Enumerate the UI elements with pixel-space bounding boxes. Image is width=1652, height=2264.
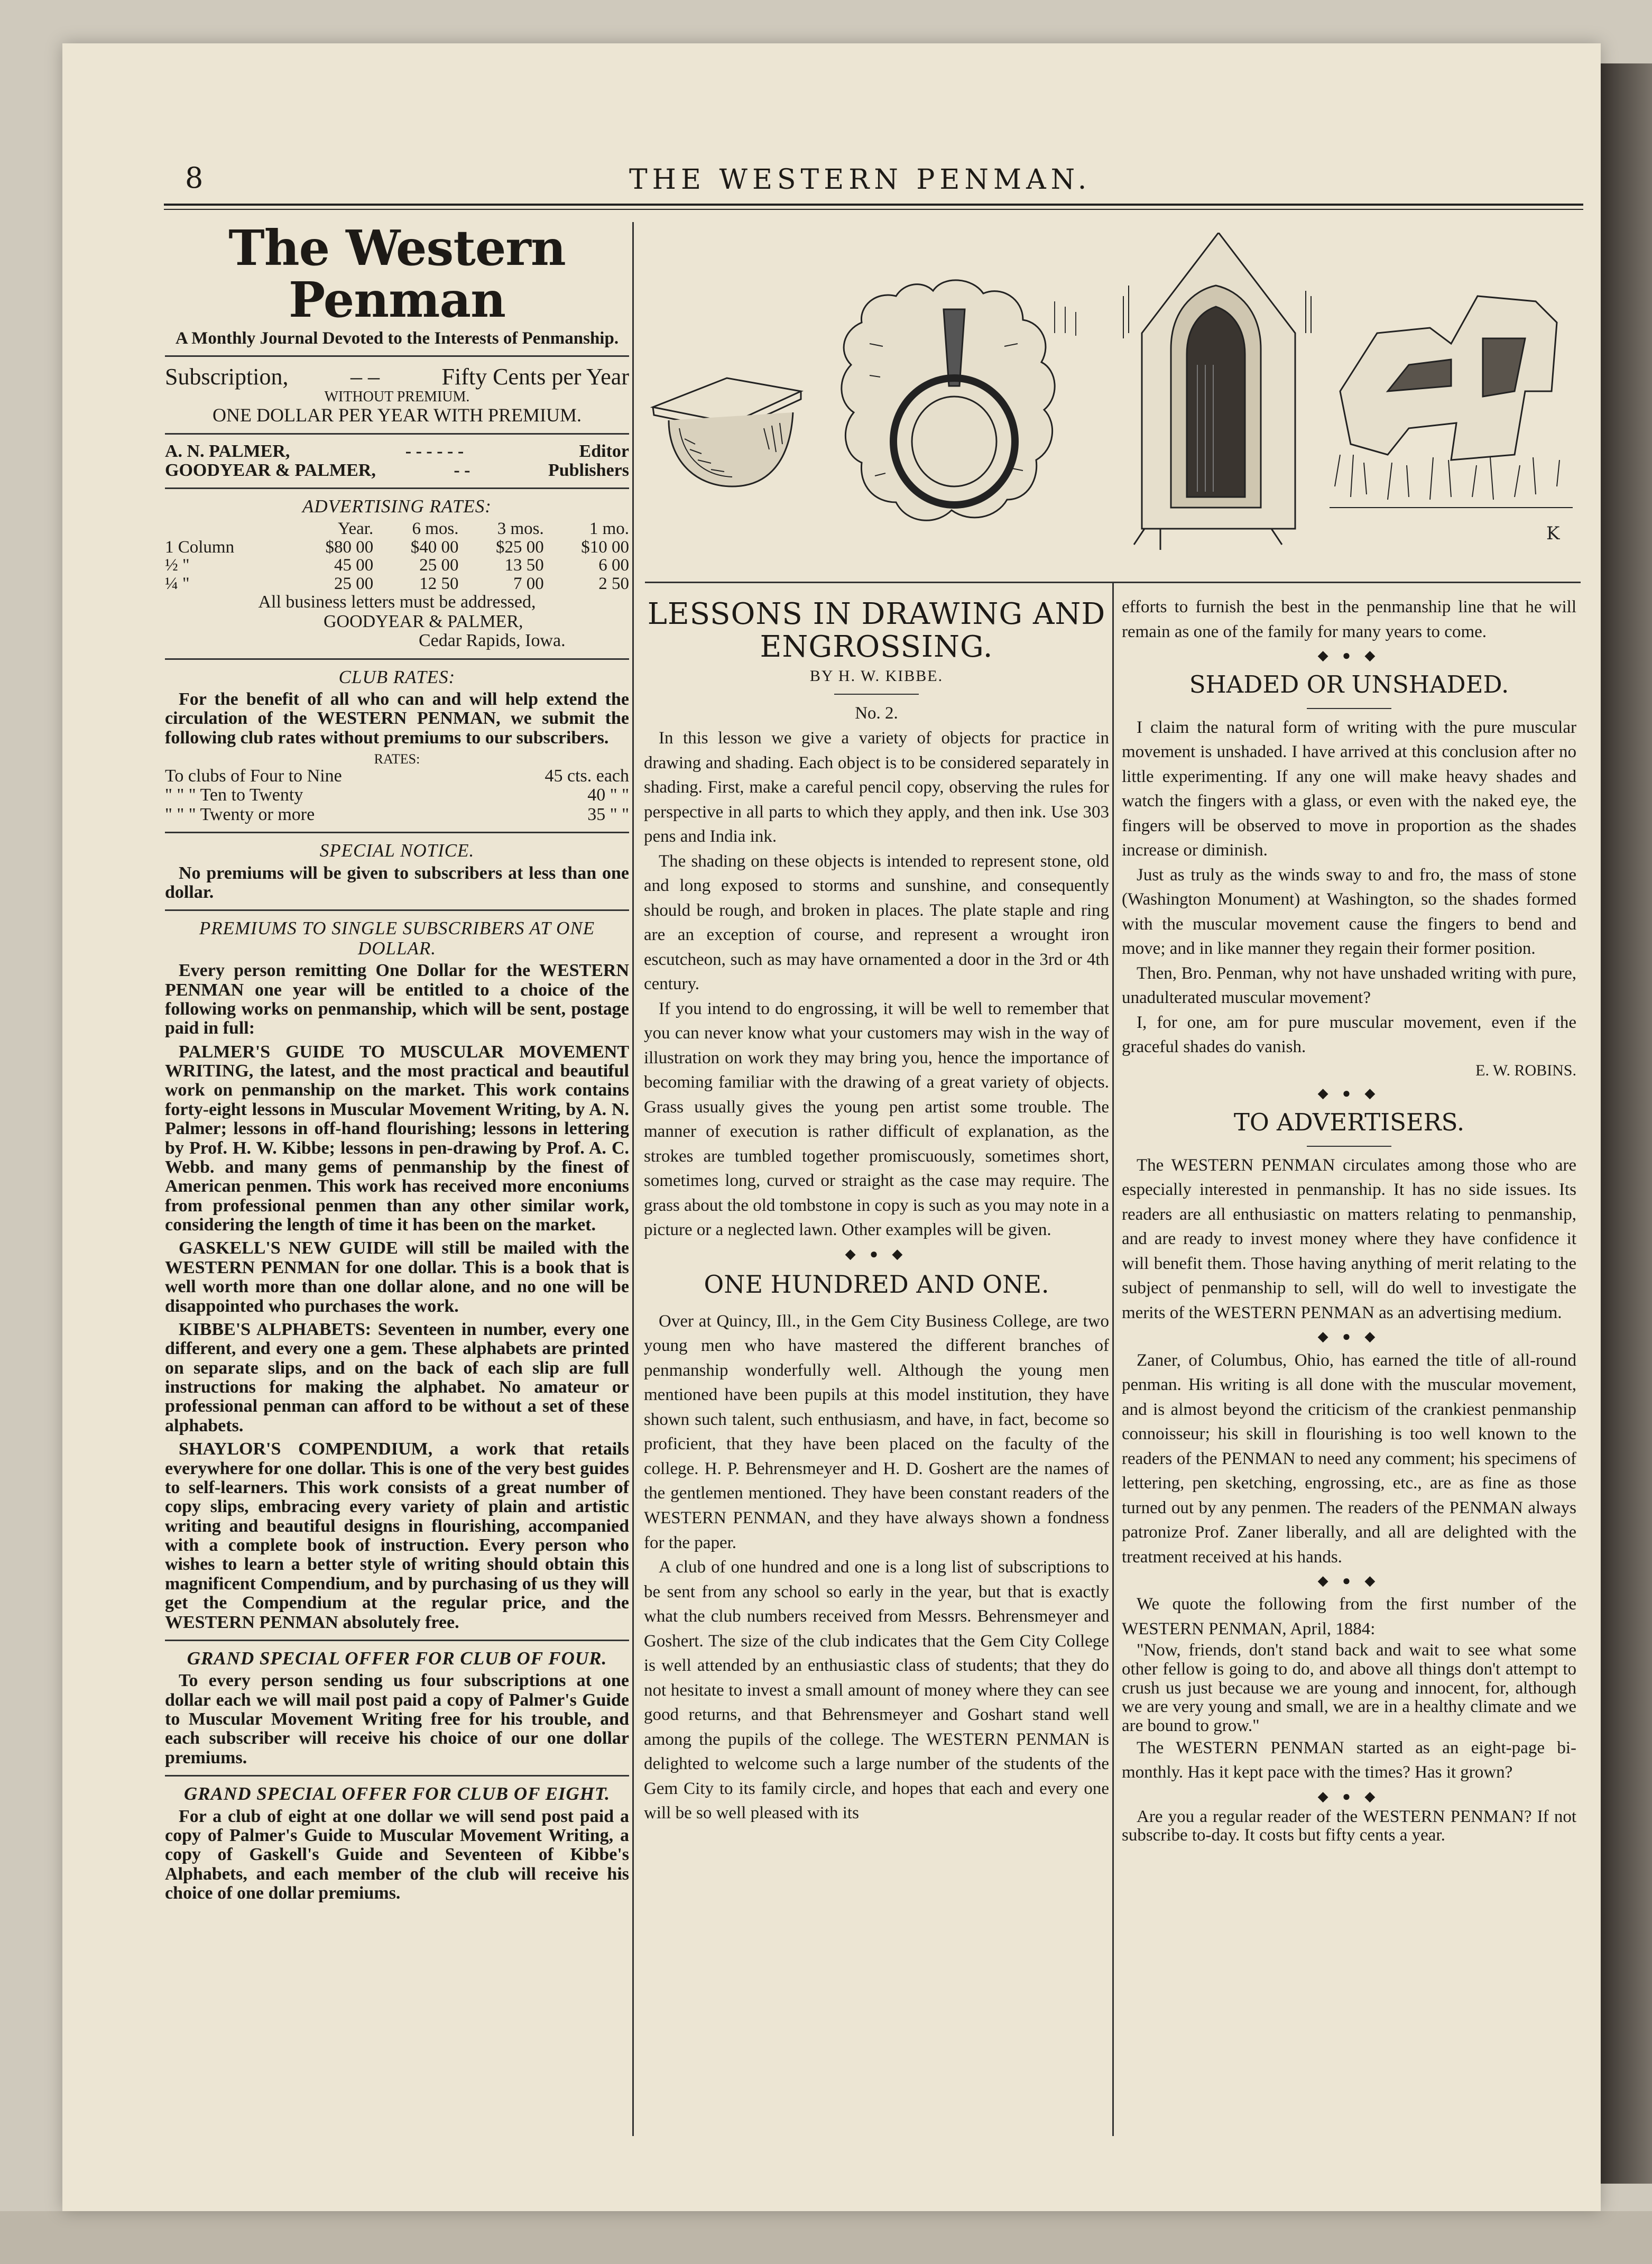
stone-cross-drawing — [1330, 296, 1573, 508]
with-premium: ONE DOLLAR PER YEAR WITH PREMIUM. — [213, 404, 582, 426]
lessons-column — [644, 595, 1109, 1826]
ornament-divider: ◆ ● ◆ — [1317, 648, 1381, 664]
offer-four-heading: GRAND SPECIAL OFFER FOR CLUB OF FOUR. — [187, 1648, 607, 1669]
table-cell: 12 50 — [419, 574, 459, 593]
ornament-divider: ◆ ● ◆ — [1317, 1329, 1381, 1345]
lessons-number: No. 2. — [855, 704, 898, 723]
divider — [165, 909, 629, 911]
art-bottom-rule — [645, 582, 1581, 583]
publisher-name: GOODYEAR & PALMER, — [165, 461, 376, 481]
header-rule-thin — [164, 209, 1583, 210]
club-rate-row — [165, 805, 629, 824]
column-rule-left — [632, 222, 634, 2136]
table-cell: 7 00 — [513, 574, 544, 593]
table-header-cell: Year. — [337, 519, 374, 538]
divider — [165, 1775, 629, 1777]
rates-label: RATES: — [374, 751, 420, 767]
divider — [165, 487, 629, 489]
divider — [165, 658, 629, 660]
divider — [834, 694, 919, 695]
club-rate-value: 35 " " — [587, 804, 629, 824]
subscription-dash: – – — [350, 364, 380, 390]
club-text: For the benefit of all who can and will help extend the circulation of the WESTERN PENMAN, we submit the following club rates without premiums to our subscribers. — [165, 689, 629, 748]
advertising-heading: ADVERTISING RATES: — [302, 496, 492, 517]
editor-role: Editor — [579, 441, 629, 461]
quote-text: "Now, friends, don't stand back and wait to see what some other fellow is going to do, and above all things don't attempt to crush us just because we are young and innocent, for, although we are very young and small, we are in a healthy climate and we are bound to grow." — [1122, 1641, 1576, 1735]
ornament-divider: ◆ ● ◆ — [1317, 1085, 1381, 1101]
quote-intro: We quote the following from the first number of the WESTERN PENMAN, April, 1884: — [1122, 1595, 1576, 1639]
masthead-title: The Western Penman — [228, 219, 566, 329]
advertisers-title: TO ADVERTISERS. — [1233, 1108, 1465, 1137]
divider — [165, 1640, 629, 1641]
binding-strip — [0, 2211, 1652, 2264]
table-row — [165, 538, 629, 557]
premiums-paragraph: Every person remitting One Dollar for the WESTERN PENMAN one year will be entitled to a choice of the following works on penmanship, which will be sent, postage paid in full: — [165, 961, 629, 1038]
table-cell: ½ " — [165, 556, 190, 575]
table-row — [165, 575, 629, 593]
table-cell: 25 00 — [334, 574, 374, 593]
table-header-cell: 1 mo. — [589, 519, 629, 538]
club-rate-label: To clubs of Four to Nine — [165, 766, 342, 786]
shaded-paragraph: Just as truly as the winds sway to and fro, the mass of stone (Washington Monument) at Washington, so the shades formed with the muscular movement cause the fingers to bend and move; and in like manner they regain their former position. — [1122, 865, 1576, 959]
address-city: Cedar Rapids, Iowa. — [419, 631, 566, 651]
hundred-title: ONE HUNDRED AND ONE. — [704, 1270, 1049, 1299]
advertising-table — [165, 520, 629, 593]
door-ring-escutcheon-drawing — [842, 280, 1055, 520]
table-cell: $10 00 — [581, 537, 629, 557]
lessons-paragraph: If you intend to do engrossing, it will be well to remember that you can never know what your customers may wish in the way of illustration on work they may bring you, hence the importance of becoming familiar with the drawing of a great variety of objects. Grass usually gives the young pen artist some trouble. The manner of execution is rather difficult of explanation, as the strokes are tumbled together promiscuously, sometimes short, sometimes long, curved or straight as the case may require. The grass about the old tombstone in copy is such as you may note in a picture or a neglected lawn. Other examples will be given. — [644, 999, 1109, 1240]
table-cell: $80 00 — [325, 537, 374, 557]
table-cell: 6 00 — [598, 556, 629, 575]
header-rule — [164, 204, 1583, 206]
special-notice-heading: SPECIAL NOTICE. — [319, 840, 475, 861]
drawing-illustrations-left — [648, 238, 1113, 582]
zaner-paragraph: Zaner, of Columbus, Ohio, has earned the title of all-round penman. His writing is all done with the muscular movement, and is almost beyond the criticism of the crankiest penmanship connoisseur; his skill in flourishing is too well known to the readers of the PENMAN to need any comment; his specimens of lettering, pen sketching, engrossing, etc., are as fine as those turned out by any penmen. The readers of the PENMAN always patronize Prof. Zaner liberally, and all are delighted with the treatment received at his hands. — [1122, 1350, 1576, 1567]
advertisers-paragraph: The WESTERN PENMAN circulates among those who are especially interested in penmanship. It has no side issues. Its readers are all enthusiastic on matters relating to penmanship, and are ready to invest money where they have confidence it will benefit them. Those having anything of merit relating to the subject of penmanship to sell, will do well to investigate the merits of the WESTERN PENMAN as an advertising medium. — [1122, 1155, 1576, 1322]
premiums-paragraph: SHAYLOR'S COMPENDIUM, a work that retails everywhere for one dollar. This is one of the very best guides to self-learners. This work consists of a great number of copy slips, embracing every variety of plain and artistic writing and beautiful designs in flourishing, accompanied with a complete book of instruction. Every person who wishes to learn a better style of writing should obtain this magnificent Compendium, and by purchasing of us they will get the Compendium at the regular price, and the WESTERN PENMAN absolutely free. — [165, 1439, 629, 1632]
lessons-byline: BY H. W. KIBBE. — [809, 667, 944, 685]
column-rule-right — [1112, 582, 1114, 2136]
club-rate-label: " " " Ten to Twenty — [165, 785, 303, 805]
special-notice-text: No premiums will be given to subscribers at less than one dollar. — [165, 863, 629, 902]
without-premium: WITHOUT PREMIUM. — [324, 389, 470, 406]
address-note: All business letters must be addressed, — [258, 592, 536, 612]
shaded-paragraph: Then, Bro. Penman, why not have unshaded writing with pure, unadulterated muscular movement? — [1122, 963, 1576, 1008]
premiums-paragraph: GASKELL'S NEW GUIDE will still be mailed with the WESTERN PENMAN for one dollar. This is a book that is well worth more than one dollar alone, and no one will be disappointed who purchases the work. — [165, 1238, 629, 1316]
premiums-paragraph: KIBBE'S ALPHABETS: Seventeen in number, every one different, and every one a gem. These alphabets are printed on separate slips, and on the back of each slip are full instructions for making the alphabet. No amateur or professional penman can afford to be without a set of these alphabets. — [165, 1319, 629, 1435]
premiums-paragraph: PALMER'S GUIDE TO MUSCULAR MOVEMENT WRITING, the latest, and the most practical and beautiful work on penmanship on the market. This work contains forty-eight lessons in Muscular Movement Writing, by A. N. Palmer; lessons in off-hand flourishing; lessons in lettering by Prof. H. W. Kibbe; lessons in pen-drawing by Prof. A. C. Webb. and many gems of penmanship by the finest of American penmen. This work has received more enconiums from professional penmen than any other similar work, considering the length of time it has been on the market. — [165, 1042, 629, 1235]
divider — [1307, 1146, 1391, 1147]
masthead-column — [165, 219, 629, 1908]
club-rate-row — [165, 786, 629, 805]
editor-name: A. N. PALMER, — [165, 441, 290, 461]
book-spine — [1601, 63, 1652, 2184]
continued-paragraph: efforts to furnish the best in the penmanship line that he will remain as one of the family for many years to come. — [1122, 597, 1576, 641]
table-cell: 25 00 — [419, 556, 459, 575]
divider — [165, 832, 629, 833]
gothic-niche-drawing — [1123, 233, 1311, 550]
editorial-column — [1122, 595, 1576, 1845]
shaded-title: SHADED OR UNSHADED. — [1189, 670, 1509, 699]
club-rate-value: 40 " " — [587, 785, 629, 805]
table-cell: 45 00 — [334, 556, 374, 575]
author-signature: E. W. ROBINS. — [1475, 1061, 1576, 1079]
hatching-marks — [1055, 301, 1076, 336]
page-number: 8 — [185, 161, 204, 195]
table-cell: $40 00 — [410, 537, 459, 557]
premiums-heading: PREMIUMS TO SINGLE SUBSCRIBERS AT ONE DOLLAR. — [199, 918, 595, 959]
editor-leader: - - - - - - — [405, 441, 464, 461]
table-header-cell: 3 mos. — [497, 519, 544, 538]
publisher-role: Publishers — [548, 461, 629, 481]
shaded-paragraph: I, for one, am for pure muscular movement, even if the graceful shades do vanish. — [1122, 1013, 1576, 1057]
table-header-cell — [165, 520, 288, 538]
address-name: GOODYEAR & PALMER, — [324, 611, 523, 631]
club-rate-row — [165, 767, 629, 786]
divider — [1307, 708, 1391, 709]
table-header-row — [165, 520, 629, 538]
quote-after: The WESTERN PENMAN started as an eight-page bi-monthly. Has it kept pace with the times? Has it grown? — [1122, 1738, 1576, 1782]
table-cell: 1 Column — [165, 537, 235, 557]
editor-line — [165, 442, 629, 461]
offer-eight-text: For a club of eight at one dollar we will send post paid a copy of Palmer's Guide to Muscular Movement Writing, a copy of Gaskell's Guide and Seventeen of Kibbe's Alphabets, and each member of the club will receive his choice of one dollar premiums. — [165, 1806, 629, 1903]
divider — [165, 433, 629, 435]
artist-monogram: K — [1546, 523, 1560, 544]
final-notice: Are you a regular reader of the WESTERN PENMAN? If not subscribe to-day. It costs but fifty cents a year. — [1122, 1807, 1576, 1845]
drawing-illustrations-right — [1113, 233, 1583, 576]
table-row — [165, 556, 629, 575]
stone-bowl-drawing — [653, 378, 801, 486]
subscription-line — [165, 364, 629, 389]
publisher-line — [165, 461, 629, 480]
subscription-price: Fifty Cents per Year — [441, 364, 629, 390]
table-header-cell: 6 mos. — [412, 519, 459, 538]
table-cell: ¼ " — [165, 574, 190, 593]
lessons-paragraph: In this lesson we give a variety of objects for practice in drawing and shading. Each object is to be considered separately in shading. First, make a careful pencil copy, observing the rules for perspective in all parts to which they apply, and then ink. Use 303 pens and India ink. — [644, 729, 1109, 846]
lessons-paragraph: The shading on these objects is intended to represent stone, old and long exposed to storms and sunshine, and consequently should be rough, and broken in places. The plate staple and ring are an exception of course, and represent a wrought iron escutcheon, such as may have ornamented a door in the 3rd or 4th century. — [644, 851, 1109, 994]
lessons-title: LESSONS IN DRAWING AND ENGROSSING. — [647, 597, 1106, 664]
offer-eight-heading: GRAND SPECIAL OFFER FOR CLUB OF EIGHT. — [184, 1783, 610, 1805]
offer-four-text: To every person sending us four subscriptions at one dollar each we will mail post paid a copy of Palmer's Guide to Muscular Movement Writing free for his trouble, and each subscriber will receive his choice of our one dollar premiums. — [165, 1671, 629, 1768]
club-rate-value: 45 cts. each — [544, 766, 629, 786]
club-rate-label: " " " Twenty or more — [165, 804, 315, 824]
hundred-paragraph: A club of one hundred and one is a long list of subscriptions to be sent from any school so early in the year, but that is exactly what the club numbers received from Messrs. Behrensmeyer and Goshert. The size of the club indicates that the Gem City College is well attended by an enthusiastic class of students; that they do not hesitate to invest a small amount of money where they can see good returns, and that Behrensmeyer and Goshart stand well among the pupils of the college. The WESTERN PENMAN is delighted to welcome such a large number of the students of the Gem City to its family circle, and hopes that each and every one will be so well pleased with its — [644, 1558, 1109, 1823]
subscription-label: Subscription, — [165, 364, 289, 390]
table-cell: $25 00 — [495, 537, 544, 557]
divider — [165, 355, 629, 357]
running-title: THE WESTERN PENMAN. — [629, 164, 1092, 196]
masthead-tagline: A Monthly Journal Devoted to the Interests of Penmanship. — [175, 328, 619, 348]
club-heading: CLUB RATES: — [338, 666, 456, 687]
publisher-leader: - - — [454, 461, 470, 481]
table-cell: 2 50 — [598, 574, 629, 593]
ornament-divider: ◆ ● ◆ — [845, 1246, 908, 1262]
ornament-divider: ◆ ● ◆ — [1317, 1573, 1381, 1589]
shaded-paragraph: I claim the natural form of writing with the pure muscular movement is unshaded. I have arrived at this conclusion after no little experimenting. If any one will make heavy shades and watch the fingers with a glass, or even with the naked eye, the fingers will be observed to move in proportion as the shades increase or diminish. — [1122, 717, 1576, 860]
hundred-paragraph: Over at Quincy, Ill., in the Gem City Business College, are two young men who have mastered the different branches of penmanship wonderfully well. Although the young men mentioned have been pupils at this model institution, they have shown such talent, such enthusiasm, and have, in fact, become so proficient, that they have been placed on the faculty of the college. H. P. Behrensmeyer and H. D. Goshert are the names of the gentlemen mentioned. They have been constant readers of the WESTERN PENMAN, and they have always shown a fondness for the paper. — [644, 1311, 1109, 1552]
ornament-divider: ◆ ● ◆ — [1317, 1788, 1381, 1804]
table-cell: 13 50 — [504, 556, 544, 575]
